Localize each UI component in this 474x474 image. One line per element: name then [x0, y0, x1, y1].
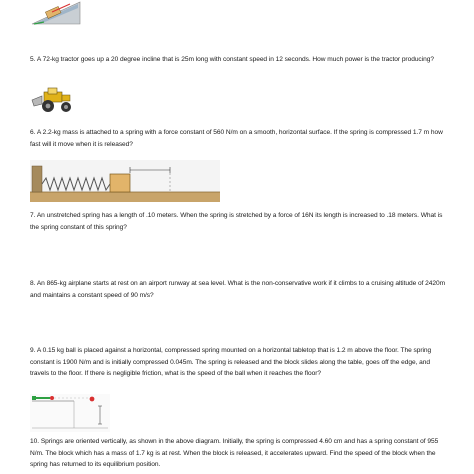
question-text: An 865-kg airplane starts at rest on an airport runway at sea level. What is the non-conservative work if it climbs to a cruising altitude of 2420m and maintains a constant speed of 90 m/s?	[30, 280, 446, 299]
question-6	[30, 127, 450, 150]
question-text: An unstretched spring has a length of .10 meters. When the spring is stretched by a force of 16N its length is increased to .18 meters. What is the spring constant of this spring?	[30, 212, 443, 231]
question-8	[30, 278, 450, 301]
spring-block-figure	[30, 160, 220, 202]
question-number: 7.	[30, 212, 36, 219]
question-number: 5.	[30, 56, 36, 63]
question-number: 8.	[30, 280, 36, 287]
question-text: A 0.15 kg ball is placed against a horizontal, compressed spring mounted on a horizontal tabletop that is 1.2 m above the floor. The spring constant is 1900 N/m and is initially compressed 0.045m. The spring is released and the block slides along the table, goes off the edge, and travels to the floor. If there is negligible friction, what is the speed of the ball when it reaches the floor?	[30, 347, 432, 377]
question-text: A 72-kg tractor goes up a 20 degree incline that is 25m long with constant speed in 12 seconds. How much power is the tractor producing?	[36, 56, 434, 63]
tractor-figure	[30, 86, 78, 114]
question-9	[30, 345, 450, 380]
incline-figure	[30, 0, 82, 26]
question-number: 6.	[30, 129, 36, 136]
question-number: 10.	[30, 438, 40, 445]
question-text: A 2.2-kg mass is attached to a spring with a force constant of 560 N/m on a smooth, horizontal surface. If the spring is compressed 1.7 m how fast will it move when it is released?	[30, 129, 443, 148]
question-10	[30, 436, 450, 471]
question-text: Springs are oriented vertically, as shown in the above diagram. Initially, the spring is compressed 4.60 cm and has a spring constant of 955 N/m. The block which has a mass of 1.7 kg is at rest. When the block is released, it accelerates upward. Find the speed of the block when the spring has returned to its equilibrium position.	[30, 438, 439, 468]
table-spring-figure	[30, 394, 110, 432]
question-7	[30, 210, 450, 233]
question-number: 9.	[30, 347, 36, 354]
question-5	[30, 54, 450, 66]
